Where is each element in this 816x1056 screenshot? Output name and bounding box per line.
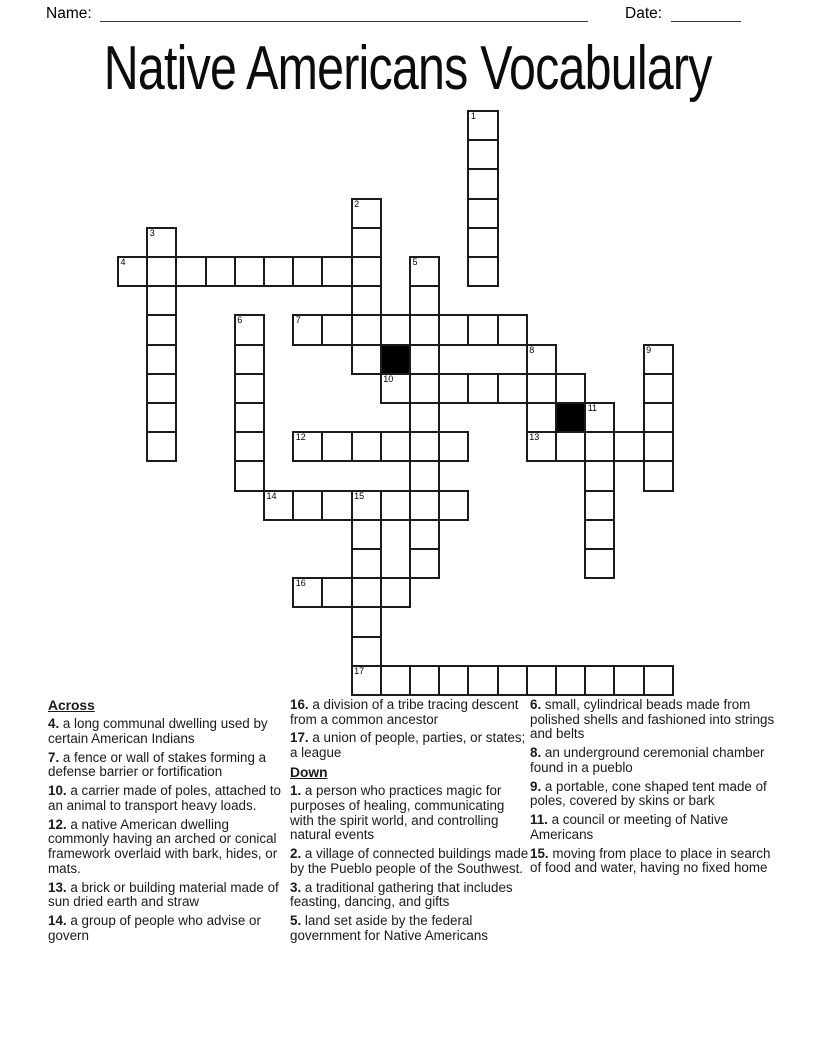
answer-cell bbox=[467, 198, 498, 229]
answer-cell bbox=[467, 139, 498, 170]
answer-cell bbox=[409, 285, 440, 316]
clue-number: 16. bbox=[290, 697, 309, 712]
answer-cell bbox=[643, 344, 674, 375]
answer-cell bbox=[497, 314, 528, 345]
cell-number-12: 12 bbox=[295, 432, 306, 443]
answer-cell bbox=[584, 665, 615, 696]
answer-cell bbox=[643, 665, 674, 696]
clue-number: 6. bbox=[530, 697, 542, 712]
answer-cell bbox=[584, 431, 615, 462]
clue-column-middle bbox=[290, 698, 531, 947]
clue-13: 13. a brick or building material made of sun dried earth and straw bbox=[48, 879, 279, 910]
clue-column-right bbox=[530, 698, 776, 880]
answer-cell bbox=[467, 665, 498, 696]
cell-number-14: 14 bbox=[266, 490, 277, 501]
answer-cell bbox=[380, 314, 411, 345]
clue-number: 10. bbox=[48, 783, 67, 799]
clue-9: 9. a portable, cone shaped tent made of poles, covered by skins or bark bbox=[530, 778, 767, 809]
answer-cell bbox=[146, 314, 177, 345]
answer-cell bbox=[526, 373, 557, 404]
worksheet-title bbox=[0, 33, 816, 104]
answer-cell bbox=[234, 402, 265, 433]
answer-cell bbox=[409, 490, 440, 521]
answer-cell bbox=[146, 402, 177, 433]
answer-cell bbox=[409, 519, 440, 550]
answer-cell bbox=[526, 402, 557, 433]
answer-cell bbox=[292, 577, 323, 608]
answer-cell bbox=[351, 285, 382, 316]
answer-cell bbox=[292, 431, 323, 462]
answer-cell bbox=[555, 665, 586, 696]
answer-cell bbox=[292, 314, 323, 345]
answer-cell bbox=[380, 373, 411, 404]
clue-5: 5. land set aside by the federal government for Native Americans bbox=[290, 912, 488, 943]
answer-cell bbox=[438, 373, 469, 404]
answer-cell bbox=[146, 344, 177, 375]
answer-cell bbox=[263, 490, 294, 521]
answer-cell bbox=[351, 256, 382, 287]
cell-number-9: 9 bbox=[646, 344, 652, 355]
clue-10: 10. a carrier made of poles, attached to an animal to transport heavy loads. bbox=[48, 783, 281, 813]
answer-cell bbox=[234, 431, 265, 462]
worksheet-title-text: Native Americans Vocabulary bbox=[104, 34, 712, 103]
clue-7: 7. a fence or wall of stakes forming a defense barrier or fortification bbox=[48, 749, 267, 780]
answer-cell bbox=[467, 256, 498, 287]
clue-number: 3. bbox=[290, 879, 302, 895]
clue-16: 16. a division of a tribe tracing descent from a common ancestor bbox=[290, 697, 519, 727]
answer-cell bbox=[146, 227, 177, 258]
answer-cell bbox=[526, 344, 557, 375]
answer-cell bbox=[555, 373, 586, 404]
clue-number: 2. bbox=[290, 846, 302, 862]
answer-cell bbox=[351, 227, 382, 258]
answer-cell bbox=[613, 665, 644, 696]
answer-cell bbox=[409, 256, 440, 287]
answer-cell bbox=[321, 431, 352, 462]
clue-1: 1. a person who practices magic for purposes of healing, communicating with the spirit world, and controlling natural events bbox=[290, 783, 505, 843]
cell-number-3: 3 bbox=[149, 227, 155, 238]
answer-cell bbox=[409, 431, 440, 462]
answer-cell bbox=[409, 460, 440, 491]
clue-number: 15. bbox=[530, 845, 549, 861]
answer-cell bbox=[351, 665, 382, 696]
cell-number-5: 5 bbox=[412, 257, 418, 267]
date-fill-line bbox=[671, 6, 741, 22]
answer-cell bbox=[467, 110, 498, 141]
date-label: Date: bbox=[625, 5, 663, 22]
answer-cell bbox=[263, 256, 294, 287]
answer-cell bbox=[643, 431, 674, 462]
clue-15: 15. moving from place to place in search of food and water, having no fixed home bbox=[530, 845, 771, 876]
answer-cell bbox=[351, 490, 382, 521]
cell-number-16: 16 bbox=[295, 578, 306, 589]
clue-number: 7. bbox=[48, 749, 60, 765]
clue-column-left bbox=[48, 698, 285, 947]
answer-cell bbox=[380, 577, 411, 608]
answer-cell bbox=[497, 373, 528, 404]
answer-cell bbox=[584, 402, 615, 433]
answer-cell bbox=[234, 460, 265, 491]
name-label: Name: bbox=[46, 5, 92, 22]
clue-14: 14. a group of people who advise or govern bbox=[48, 912, 261, 943]
cell-number-15: 15 bbox=[354, 490, 365, 501]
answer-cell bbox=[175, 256, 206, 287]
answer-cell bbox=[438, 431, 469, 462]
answer-cell bbox=[321, 577, 352, 608]
answer-cell bbox=[351, 519, 382, 550]
answer-cell bbox=[409, 402, 440, 433]
clue-2: 2. a village of connected buildings made by the Pueblo people of the Southwest. bbox=[290, 846, 529, 876]
answer-cell bbox=[234, 256, 265, 287]
answer-cell bbox=[321, 256, 352, 287]
clue-number: 11. bbox=[530, 812, 548, 828]
down-header: Down bbox=[290, 764, 328, 780]
clue-number: 8. bbox=[530, 745, 542, 761]
across-header: Across bbox=[48, 698, 95, 713]
clue-8: 8. an underground ceremonial chamber found in a pueblo bbox=[530, 745, 765, 775]
cell-number-7: 7 bbox=[295, 315, 301, 326]
cell-number-1: 1 bbox=[470, 111, 476, 121]
clue-number: 13. bbox=[48, 879, 67, 895]
clue-number: 14. bbox=[48, 912, 67, 928]
answer-cell bbox=[438, 314, 469, 345]
answer-cell bbox=[351, 431, 382, 462]
answer-cell bbox=[380, 665, 411, 696]
answer-cell bbox=[409, 314, 440, 345]
answer-cell bbox=[409, 665, 440, 696]
answer-cell bbox=[146, 256, 177, 287]
answer-cell bbox=[409, 548, 440, 579]
answer-cell bbox=[643, 373, 674, 404]
answer-cell bbox=[292, 490, 323, 521]
clue-17: 17. a union of people, parties, or states; a league bbox=[290, 730, 526, 761]
answer-cell bbox=[497, 665, 528, 696]
answer-cell bbox=[438, 665, 469, 696]
name-fill-line bbox=[100, 6, 588, 22]
answer-cell bbox=[409, 344, 440, 375]
answer-cell bbox=[555, 431, 586, 462]
clue-3: 3. a traditional gathering that includes feasting, dancing, and gifts bbox=[290, 879, 513, 910]
clue-11: 11. a council or meeting of Native Americans bbox=[530, 812, 729, 842]
clue-6: 6. small, cylindrical beads made from polished shells and fashioned into strings and belts bbox=[530, 697, 775, 742]
answer-cell bbox=[467, 227, 498, 258]
answer-cell bbox=[321, 490, 352, 521]
blocked-cell bbox=[380, 344, 411, 375]
clue-4: 4. a long communal dwelling used by certain American Indians bbox=[48, 716, 268, 746]
answer-cell bbox=[584, 548, 615, 579]
answer-cell bbox=[351, 344, 382, 375]
clue-number: 9. bbox=[530, 778, 542, 794]
answer-cell bbox=[584, 490, 615, 521]
crossword-grid bbox=[117, 110, 677, 698]
cell-number-13: 13 bbox=[529, 432, 540, 443]
answer-cell bbox=[321, 314, 352, 345]
answer-cell bbox=[380, 490, 411, 521]
answer-cell bbox=[117, 256, 148, 287]
clue-number: 12. bbox=[48, 816, 67, 832]
answer-cell bbox=[584, 519, 615, 550]
answer-cell bbox=[234, 373, 265, 404]
answer-cell bbox=[643, 402, 674, 433]
answer-cell bbox=[467, 373, 498, 404]
answer-cell bbox=[292, 256, 323, 287]
answer-cell bbox=[613, 431, 644, 462]
answer-cell bbox=[351, 606, 382, 637]
answer-cell bbox=[351, 548, 382, 579]
answer-cell bbox=[643, 460, 674, 491]
answer-cell bbox=[234, 314, 265, 345]
clue-12: 12. a native American dwelling commonly having an arched or conical framework overlaid with bark, hides, or mats. bbox=[48, 816, 278, 876]
answer-cell bbox=[380, 431, 411, 462]
answer-cell bbox=[146, 285, 177, 316]
answer-cell bbox=[526, 665, 557, 696]
cell-number-6: 6 bbox=[237, 315, 243, 326]
cell-number-11: 11 bbox=[587, 403, 598, 413]
answer-cell bbox=[205, 256, 236, 287]
answer-cell bbox=[467, 314, 498, 345]
answer-cell bbox=[351, 198, 382, 229]
answer-cell bbox=[146, 373, 177, 404]
answer-cell bbox=[584, 460, 615, 491]
answer-cell bbox=[467, 168, 498, 199]
clue-number: 17. bbox=[290, 730, 309, 746]
answer-cell bbox=[351, 577, 382, 608]
cell-number-4: 4 bbox=[120, 257, 126, 267]
answer-cell bbox=[146, 431, 177, 462]
answer-cell bbox=[438, 490, 469, 521]
answer-cell bbox=[351, 636, 382, 667]
answer-cell bbox=[526, 431, 557, 462]
cell-number-10: 10 bbox=[383, 373, 394, 384]
clue-number: 4. bbox=[48, 716, 60, 732]
cell-number-17: 17 bbox=[354, 665, 365, 676]
blocked-cell bbox=[555, 402, 586, 433]
answer-cell bbox=[409, 373, 440, 404]
cell-number-8: 8 bbox=[529, 344, 535, 355]
clue-number: 5. bbox=[290, 912, 302, 928]
answer-cell bbox=[351, 314, 382, 345]
answer-cell bbox=[234, 344, 265, 375]
cell-number-2: 2 bbox=[354, 198, 360, 209]
clue-number: 1. bbox=[290, 783, 302, 799]
